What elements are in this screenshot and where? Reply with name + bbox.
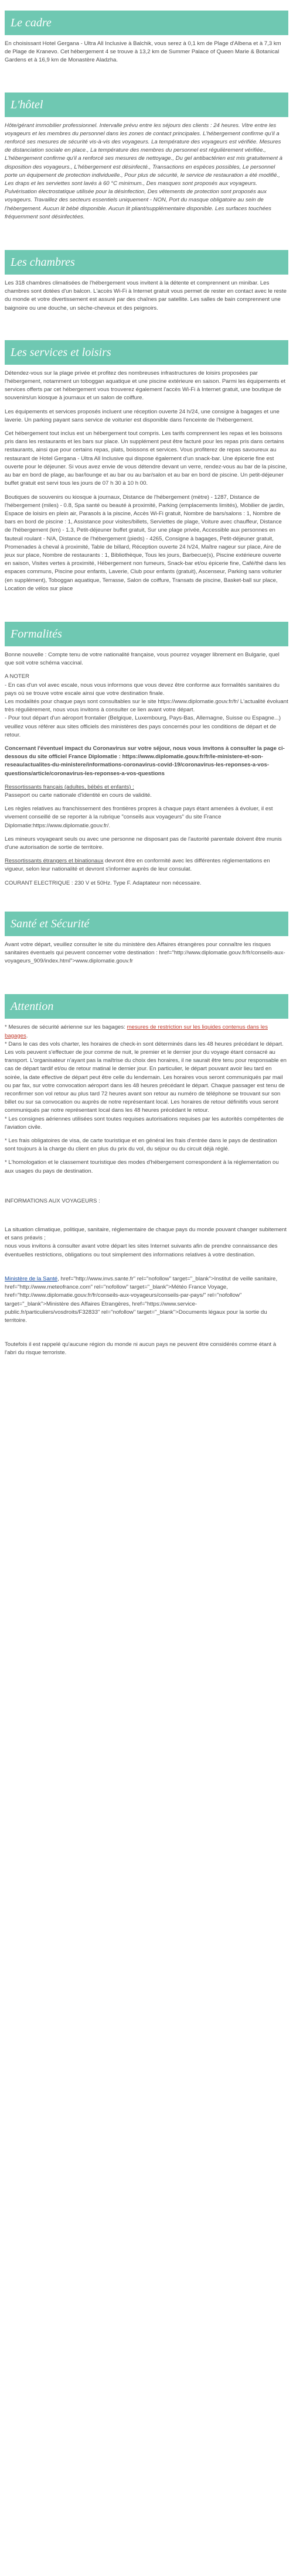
links-text: , href="http://www.invs.sante.fr" rel="nofollow" target="_blank">Institut de veille sanitaire, href="http://www.meteofrance.com" rel="nofollow" target="_blank">Météo France Voyage, href="http://www.diplomatie.gouv.fr/fr/conseils-aux-voyageurs/conseils-par-pays/" rel="nofollow" target="_blank">Ministère des Affaires Etrangères, href="https://www.service-public.fr/particuliers/vosdroits/F32833" rel="nofollow" target="_blank">Documents légaux pour la sortie du territoire. <box>5 1275 278 1324</box>
sante-text: Avant votre départ, veuillez consulter le site du ministère des Affaires étrangères pour connaître les risques sanitaires éventuels qui peuvent concerner votre destination : href="http://www.diplomatie.gouv.fr/fr/conseils-aux-voyageurs_909/index.html">www.diplomatie.gouv.fr <box>5 941 285 965</box>
etrangers-label: Ressortissants étrangers et binationaux <box>5 858 104 865</box>
attention-p1-lead: * Mesures de sécurité aérienne sur les bagages: <box>5 1024 127 1031</box>
services-p3: Cet hébergement tout inclus est un hébergement tout compris. Les tarifs comprennent les repas et les boissons pris dans les restaurants et les bars sur place. Un supplément peut être facturé pour les repas pris dans certains restaurants, ainsi que pour certains repas, plats, boissons et services. Vous profiterez de repas savoureux au restaurant de Hotel Gergana - Ultra All Inclusive qui dispose également d'un snack-bar. Une épicerie fine est ouverte pour le déjeuner. Si vous avez envie de vous détendre devant un verre, rendez-vous au bar de la piscine, au bar en bord de plage, au bar/lounge et au bar ou au bar/salon et au bar en bord de piscine. Un petit-déjeuner buffet gratuit est servi tous les jours de 07 h 30 à 10 h 00. <box>5 430 287 487</box>
services-p1: Détendez-vous sur la plage privée et profitez des nombreuses infrastructures de loisirs proposées par l'hébergement, notamment un toboggan aquatique et une piscine extérieure en saison. Parmi les équipements et services offerts par cet hébergement vous trouverez également l'accès Wi-Fi à Internet gratuit, une boutique de souvenirs/un kiosque à journaux et un salon de coiffure. <box>5 369 286 402</box>
formalites-regles: Les règles relatives au franchissement des frontières propres à chaque pays étant amenées à évoluer, il est vivement conseillé de se reporter à la rubrique "conseils aux voyageurs" du site France Diplomatie:https://www.diplomatie.gouv.fr/. <box>5 806 273 829</box>
section-title-services: Les services et loisirs <box>5 340 288 365</box>
formalites-etrangers <box>5 857 288 873</box>
links-paragraph <box>5 1275 288 1325</box>
cadre-text: En choisissant Hotel Gergana - Ultra All Inclusive à Balchik, vous serez à 0,1 km de Plage d'Albena et à 7,3 km de Plage de Kranevo. Cet hébergement 4 se trouve à 13,2 km de Summer Palace of Queen Marie & Botanical Gardens et à 16,9 km de Monastère Aladzha. <box>5 40 281 64</box>
section-title-chambres: Les chambres <box>5 250 288 275</box>
chambres-text: Les 318 chambres climatisées de l'hébergement vous invitent à la détente et comprennent un minibar. Les chambres sont dotées d'un balcon. L'accès Wi-Fi à Internet gratuit vous permet de rester en contact avec le reste du monde et votre divertissement est assuré par des chaînes par satellite. Les salles de bain comprennent une baignoire ou une douche, un sèche-cheveux et des peignoirs. <box>5 280 287 311</box>
ressortissants-fr-text: Passeport ou carte nationale d'identité en cours de validité. <box>5 792 152 799</box>
ministere-sante-link[interactable]: Ministère de la Santé <box>5 1275 58 1282</box>
services-p2: Les équipements et services proposés incluent une réception ouverte 24 h/24, une consigne à bagages et une laverie. Un parking payant sans service de voiturier est disponible dans l'enceinte de l'hébergement. <box>5 408 280 423</box>
formalites-note-title: A NOTER <box>5 673 30 680</box>
attention-p2: * Les frais obligatoires de visa, de carte touristique et en général les frais d'entrée dans le pays de destination sont toujours à la charge du client en plus du prix du vol, du séjour ou du circuit déjà réglé. <box>5 1138 277 1153</box>
services-p4: Boutiques de souvenirs ou kiosque à journaux, Distance de l'hébergement (mètre) - 1287, Distance de l'hébergement (miles) - 0.8, Spa santé ou beauté à proximité, Parking (emplacements limités), Mobilier de jardin, Espace de loisirs en plein air, Parasols à la piscine, Accès Wi-Fi gratuit, Nombre de bars/salons : 1, Nombre de bars en bord de piscine : 1, Assistance pour visites/billets, Serviettes de plage, Voiture avec chauffeur, Distance de l'hébergement (km) - 1.3, Petit-déjeuner buffet gratuit, Sur une plage privée, Accessible aux personnes en fauteuil roulant - N/A, Distance de l'hébergement (pieds) - 4265, Consigne à bagages, Petit-déjeuner gratuit, Promenades à cheval à proximité, Table de billard, Réception ouverte 24 h/24, Maître nageur sur place, Aire de jeux sur place, Nombre de restaurants : 1, Bibliothèque, Tous les jours, Barbecue(s), Piscine extérieure ouverte en saison, Visites vertes à proximité, Hébergement non fumeurs, Snack-bar et/ou épicerie fine, Café/thé dans les espaces communs, Piscine pour enfants, Laverie, Club pour enfants (gratuit), Ascenseur, Parking sans voiturier (en supplément), Toboggan aquatique, Terrasse, Salon de coiffure, Transats de piscine, Basket-ball sur place, Location de vélos sur place <box>5 494 286 592</box>
formalites-note: - En cas d'un vol avec escale, nous vous informons que vous devez être conforme aux formalités sanitaires du pays où se trouve votre escale ainsi que votre destination finale. Les modalités pour chaque pays sont consultables sur le site https://www.diplomatie.gouv.fr/fr/ L'actualité évoluant très régulièrement, nous vous invitons à consulter ce lien avant votre départ. - Pour tout départ d'un aéroport frontalier (Belgique, Luxembourg, Pays-Bas, Allemagne, Suisse ou Espagne...) veuillez vous référer aux sites officiels des ministères des pays concernés pour les conditions de départ et de retour. <box>5 681 288 738</box>
formalites-courant: COURANT ELECTRIQUE : 230 V et 50Hz. Type F. Adaptateur non nécessaire. <box>5 879 202 886</box>
etrangers-text: devront être en conformité avec les différentes réglementations en vigueur, selon leur nationalité et devront s'informer auprès de leur consulat. <box>5 858 270 873</box>
ressortissants-fr-label: Ressortissants français (adultes, bébés et enfants) : <box>5 783 134 790</box>
section-title-formalites: Formalités <box>5 622 288 646</box>
section-title-attention: Attention <box>5 994 288 1019</box>
infos-title: INFORMATIONS AUX VOYAGEURS : <box>5 1197 100 1204</box>
infos-text: La situation climatique, politique, sanitaire, réglementaire de chaque pays du monde pouvant changer subitement et sans préavis ; nous vous invitons à consulter avant votre départ les sites Internet suivants afin de prendre connaissance des éventuelles restrictions, obligations ou tout simplement des informations relatives à votre destination. <box>5 1227 287 1258</box>
section-title-cadre: Le cadre <box>5 11 288 35</box>
attention-p1-rest: . * Dans le cas des vols charter, les horaires de check-in sont déterminés dans les 48 heures précédant le départ. Les vols peuvent s'effectuer de jour comme de nuit, le premier et le dernier jour du voyage étant consacré au transport. L'organisateur n'ayant pas la maîtrise du choix des horaires, il ne saurait être tenu pour responsable en cas de départ tardif et/ou de retour matinal le dernier jour. En particulier, le départ pouvant avoir lieu tard en soirée, la date effective de départ peut être celle du lendemain. Les horaires vous seront communiqués par mail ou par fax, sur votre convocation aéroport dans les 48 heures précédant le départ. Chaque passager est tenu de reconfirmer son vol retour au plus tard 72 heures avant son retour au numéro de téléphone se trouvant sur son billet ou sur sa convocation ou auprès de notre représentant local. Les horaires de retour définitifs vous seront communiqués par notre représentant local dans les 48 heures précédant le retour. * Les consignes aériennes utilisées sont toutes requises autorisations requises par les autorités compétentes de l'aviation civile. <box>5 1032 287 1131</box>
attention-p1 <box>5 1023 288 1132</box>
toutefois-text: Toutefois il est rappelé qu'aucune région du monde ni aucun pays ne peuvent être considérés comme étant à l'abri du risque terroriste. <box>5 1341 277 1356</box>
liquids-restriction-link[interactable]: mesures de restriction sur les liquides contenus dans les bagages <box>5 1024 268 1039</box>
section-title-sante: Santé et Sécurité <box>5 912 288 936</box>
formalites-mineurs: Les mineurs voyageant seuls ou avec une personne ne disposant pas de l'autorité parentale doivent être munis d'une autorisation de sortie de territoire. <box>5 835 282 851</box>
attention-p3: * L'homologation et le classement touristique des modes d'hébergement correspondent à la réglementation ou aux usages du pays de destination. <box>5 1159 279 1174</box>
formalites-covid: Concernant l'éventuel impact du Coronavirus sur votre séjour, nous vous invitons à consulter la page ci-dessous du site officiel France Diplomatie : https://www.diplomatie.gouv.fr/fr/le-ministere-et-son-reseau/actualites-du-ministere/informations-coronavirus-covid-19/coronavirus-les-reponses-a-vos-questions/article/coronavirus-les-reponses-a-vos-questions <box>5 745 285 777</box>
section-title-hotel: L'hôtel <box>5 93 288 117</box>
formalites-intro: Bonne nouvelle : Compte tenu de votre nationalité française, vous pourrez voyager librement en Bulgarie, quel que soit votre schéma vaccinal. <box>5 651 280 667</box>
hotel-text: Hôte/gérant immobilier professionnel. Intervalle prévu entre les séjours des clients : 24 heures. Vitre entre les voyageurs et les membres du personnel dans les zones de contact principales. L'hébergement confirme qu'il a renforcé ses mesures de sécurité vis-à-vis des voyageurs. La température des voyageurs est vérifiée. Mesures de distanciation sociale en place., La température des membres du personnel est régulièrement vérifiée., L'hébergement confirme qu'il a renforcé ses mesures de nettoyage., Du gel antibactérien est mis gratuitement à disposition des voyageurs., L'hébergement est désinfecté., Transactions en espèces possibles, Le personnel porte un équipement de protection individuelle., Pour plus de sécurité, le service de restauration a été modifié., Les draps et les serviettes sont lavés à 60 °C minimum., Des masques sont proposés aux voyageurs. Pulvérisation électrostatique utilisée pour la désinfection, Des vêtements de protection sont proposés aux voyageurs. Travaillez des secteurs essentiels uniquement - NON, Port du masque obligatoire au sein de l'hébergement. Aucun lit bébé disponible. Aucun lit pliant/supplémentaire disponible. Les surfaces touchées fréquemment sont désinfectées. <box>5 122 283 220</box>
